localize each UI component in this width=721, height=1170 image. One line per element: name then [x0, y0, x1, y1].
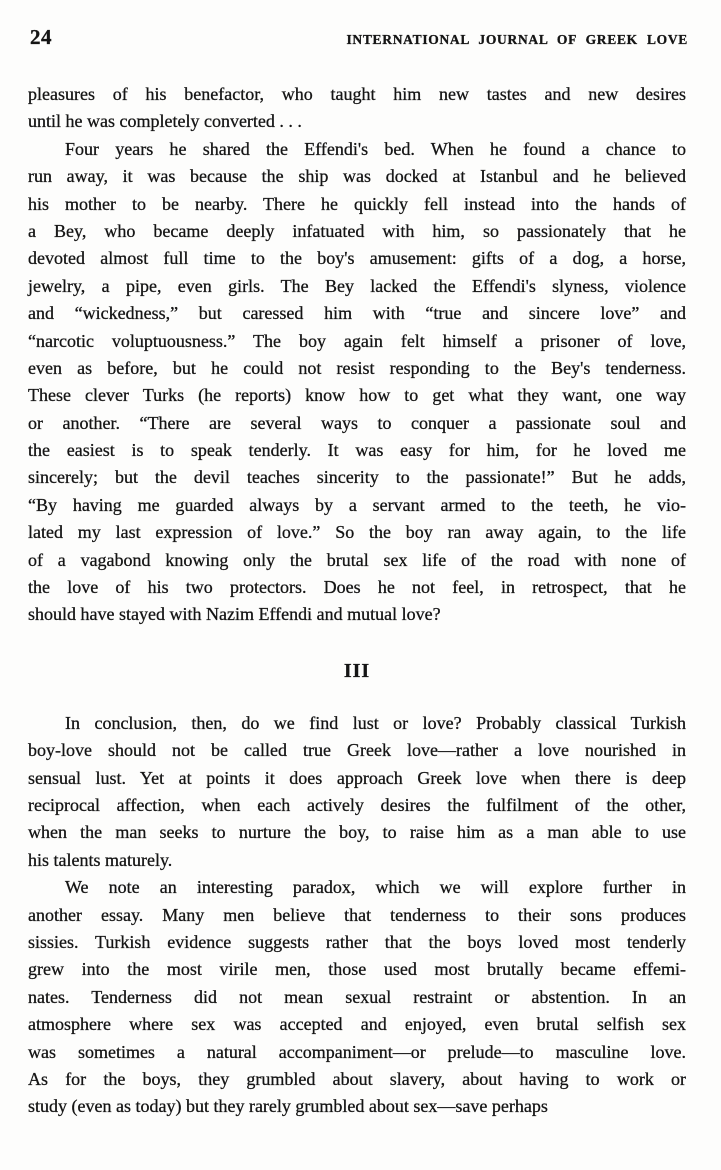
text-line: boy-love should not be called true Greek love—rather a love nourished in	[28, 740, 686, 761]
text-line: his mother to be nearby. There he quickly fell instead into the hands of	[28, 193, 686, 214]
text-line: study (even as today) but they rarely grumbled about sex—save perhaps	[28, 1096, 548, 1117]
text-line: As for the boys, they grumbled about slavery, about having to work or	[28, 1068, 686, 1089]
text-line: atmosphere where sex was accepted and enjoyed, even brutal selfish sex	[28, 1014, 686, 1035]
text-line: lated my last expression of love.” So the boy ran away again, to the life	[28, 522, 686, 543]
text-line: and “wickedness,” but caressed him with “true and sincere love” and	[28, 303, 686, 324]
page-number: 24	[30, 25, 52, 49]
text-line: These clever Turks (he reports) know how to get what they want, one way	[28, 385, 686, 406]
text-line: was sometimes a natural accompaniment—or prelude—to masculine love.	[28, 1041, 686, 1062]
text-line: In conclusion, then, do we find lust or love? Probably classical Turkish	[65, 712, 686, 733]
text-line: nates. Tenderness did not mean sexual restraint or abstention. In an	[28, 986, 686, 1007]
body-text	[28, 81, 686, 1121]
text-line: grew into the most virile men, those used most brutally became effemi-	[28, 959, 686, 980]
text-line: jewelry, a pipe, even girls. The Bey lacked the Effendi's slyness, violence	[28, 275, 686, 296]
text-line: reciprocal affection, when each actively desires the fulfilment of the other,	[28, 794, 686, 815]
text-line: even as before, but he could not resist responding to the Bey's tenderness.	[28, 357, 686, 378]
running-head: INTERNATIONAL JOURNAL OF GREEK LOVE	[346, 32, 688, 47]
text-line: sincerely; but the devil teaches sincerity to the passionate!” But he adds,	[28, 467, 686, 488]
text-line: until he was completely converted . . .	[28, 111, 302, 132]
text-line: sensual lust. Yet at points it does approach Greek love when there is deep	[28, 767, 686, 788]
text-line: the easiest is to speak tenderly. It was easy for him, for he loved me	[28, 440, 686, 461]
section-heading: III	[343, 659, 371, 682]
text-line: sissies. Turkish evidence suggests rather that the boys loved most tenderly	[28, 931, 686, 952]
text-line: of a vagabond knowing only the brutal sex life of the road with none of	[28, 549, 686, 570]
text-line: another essay. Many men believe that tenderness to their sons produces	[28, 904, 686, 925]
text-line: “By having me guarded always by a servant armed to the teeth, he vio-	[28, 494, 686, 515]
text-line: the love of his two protectors. Does he not feel, in retrospect, that he	[28, 577, 686, 598]
text-line: “narcotic voluptuousness.” The boy again felt himself a prisoner of love,	[28, 330, 686, 351]
text-line: a Bey, who became deeply infatuated with him, so passionately that he	[28, 220, 686, 241]
paragraph	[28, 710, 686, 874]
text-line: Four years he shared the Effendi's bed. When he found a chance to	[65, 138, 686, 159]
text-line: his talents maturely.	[28, 849, 173, 870]
text-line: We note an interesting paradox, which we will explore further in	[65, 877, 686, 898]
text-line: pleasures of his benefactor, who taught him new tastes and new desires	[28, 84, 686, 104]
paragraph	[28, 136, 686, 629]
text-line: when the man seeks to nurture the boy, to raise him as a man able to use	[28, 822, 686, 843]
paragraph	[28, 874, 686, 1121]
page-header	[30, 25, 688, 50]
text-line: devoted almost full time to the boy's amusement: gifts of a dog, a horse,	[28, 248, 686, 269]
text-line: or another. “There are several ways to conquer a passionate soul and	[28, 412, 686, 433]
text-line: run away, it was because the ship was docked at Istanbul and he believed	[28, 166, 686, 187]
text-line: should have stayed with Nazim Effendi and mutual love?	[28, 604, 441, 625]
paragraph	[28, 81, 686, 136]
